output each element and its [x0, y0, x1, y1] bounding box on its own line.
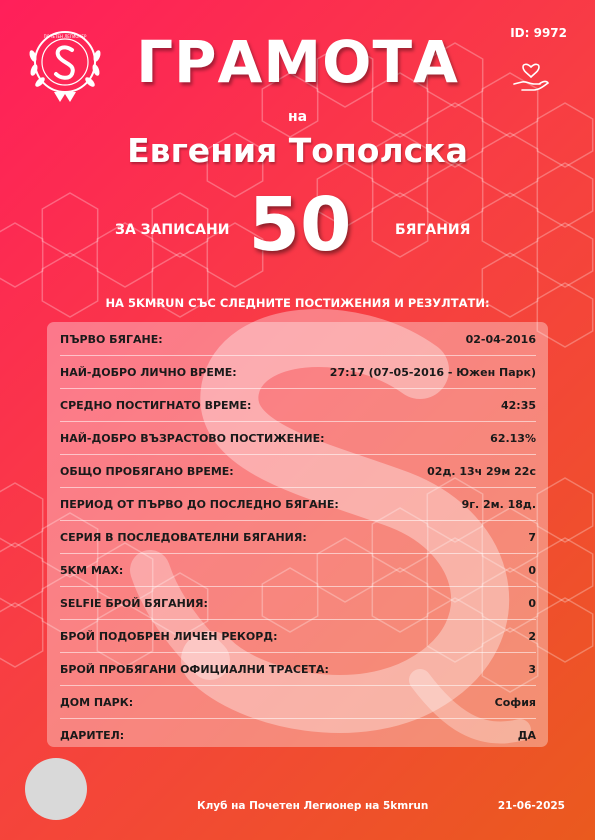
stat-value: 0	[528, 597, 536, 610]
stat-row	[60, 685, 536, 719]
avatar-placeholder	[25, 758, 87, 820]
stat-value: 3	[528, 663, 536, 676]
stat-row	[60, 355, 536, 389]
stat-value: София	[494, 696, 536, 709]
stat-row	[60, 487, 536, 521]
left-caption: ЗА ЗАПИСАНИ	[115, 222, 230, 238]
stat-row	[60, 388, 536, 422]
footer-club-text: Клуб на Почетен Легионер на 5kmrun	[197, 800, 429, 812]
stat-value: 02д. 13ч 29м 22с	[427, 465, 536, 478]
recipient-name: Евгения Тополска	[127, 131, 468, 170]
stat-row	[60, 718, 536, 751]
achievements-subheading: НА 5KMRUN СЪС СЛЕДНИТЕ ПОСТИЖЕНИЯ И РЕЗУЛТАТИ:	[105, 296, 490, 310]
stats-panel	[47, 322, 548, 747]
stat-label: ОБЩО ПРОБЯГАНО ВРЕМЕ:	[60, 465, 234, 478]
stat-row	[60, 586, 536, 620]
stat-row	[60, 454, 536, 488]
stat-row	[60, 619, 536, 653]
stat-label: ПЕРИОД ОТ ПЪРВО ДО ПОСЛЕДНО БЯГАНЕ:	[60, 498, 339, 511]
stat-label: НАЙ-ДОБРО ЛИЧНО ВРЕМЕ:	[60, 366, 237, 379]
stat-label: БРОЙ ПРОБЯГАНИ ОФИЦИАЛНИ ТРАСЕТА:	[60, 663, 329, 676]
stat-value: 27:17 (07-05-2016 - Южен Парк)	[329, 366, 536, 379]
preposition: на	[287, 109, 308, 125]
stat-row	[60, 421, 536, 455]
stat-row	[60, 322, 536, 356]
stat-label: SELFIE БРОЙ БЯГАНИЯ:	[60, 597, 208, 610]
stat-label: ПЪРВО БЯГАНЕ:	[60, 333, 163, 346]
stat-label: СРЕДНО ПОСТИГНАТО ВРЕМЕ:	[60, 399, 252, 412]
logo-text: ПОЧЕТЕН ЛЕГИОНЕР	[43, 34, 87, 39]
stat-value: 7	[528, 531, 536, 544]
stat-label: НАЙ-ДОБРО ВЪЗРАСТОВО ПОСТИЖЕНИЕ:	[60, 432, 325, 445]
stat-row	[60, 520, 536, 554]
stat-label: ДАРИТЕЛ:	[60, 729, 125, 742]
stat-label: СЕРИЯ В ПОСЛЕДОВАТЕЛНИ БЯГАНИЯ:	[60, 531, 307, 544]
stat-label: БРОЙ ПОДОБРЕН ЛИЧЕН РЕКОРД:	[60, 630, 278, 643]
stat-row	[60, 553, 536, 587]
stat-value: 9г. 2м. 18д.	[461, 498, 536, 511]
stat-label: 5KM MAX:	[60, 564, 124, 577]
footer-date: 21-06-2025	[497, 800, 565, 812]
stat-value: 42:35	[500, 399, 536, 412]
stat-row	[60, 652, 536, 686]
certificate-id: ID: 9972	[510, 26, 567, 40]
right-caption: БЯГАНИЯ	[395, 222, 471, 238]
runs-count: 50	[248, 182, 352, 268]
stat-value: 62.13%	[490, 432, 536, 445]
stat-value: ДА	[517, 729, 536, 742]
stat-label: ДОМ ПАРК:	[60, 696, 134, 709]
stat-value: 02-04-2016	[465, 333, 536, 346]
stat-value: 2	[528, 630, 536, 643]
stat-value: 0	[528, 564, 536, 577]
certificate-title: ГРАМОТА	[136, 28, 459, 96]
